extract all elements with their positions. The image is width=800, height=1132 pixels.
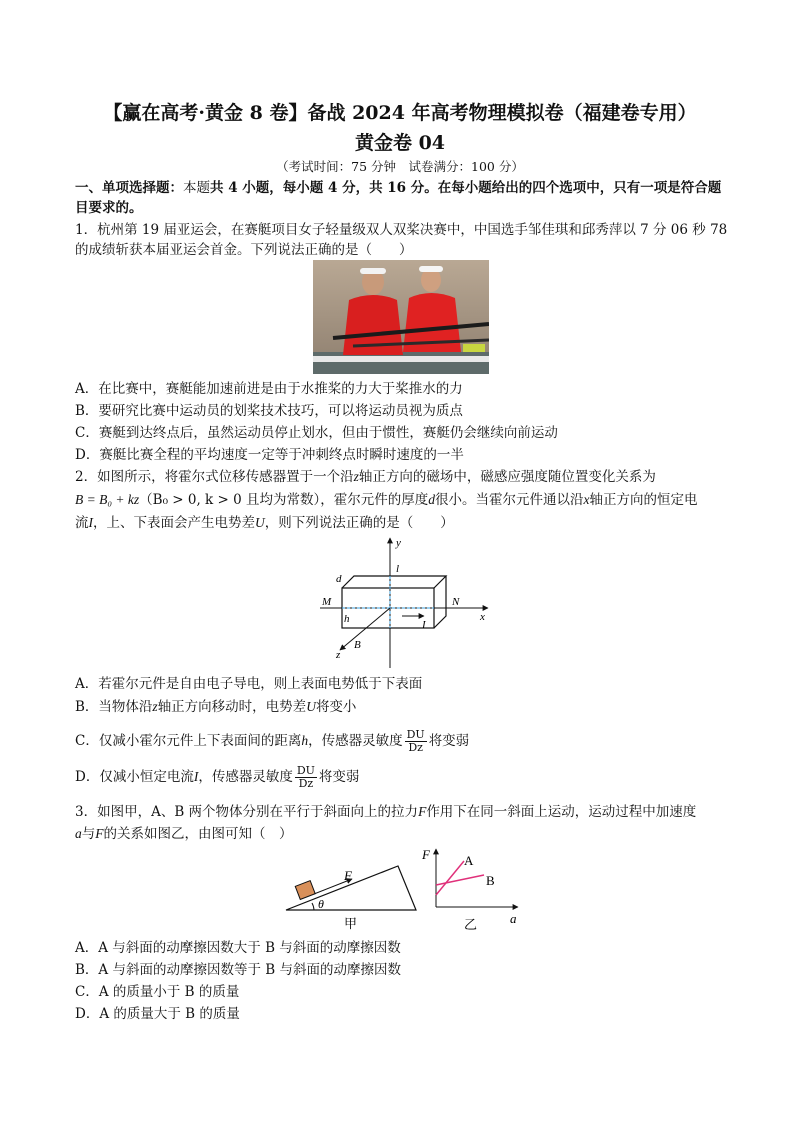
q3-stem-1: 3．如图甲，A、B 两个物体分别在平行于斜面向上的拉力F作用下在同一斜面上运动，运动过程中加速度: [75, 804, 697, 820]
q2-stem-3: 流I，上、下表面会产生电势差U，则下列说法正确的是（ ）: [75, 515, 454, 531]
q2-option-a: A．若霍尔元件是自由电子导电，则上表面电势低于下表面: [75, 676, 423, 692]
q1-option-d: D．赛艇比赛全程的平均速度一定等于冲刺终点时瞬时速度的一半: [75, 447, 464, 463]
label-a-axis: a: [510, 911, 517, 926]
label-line-b: B: [486, 873, 495, 888]
label-h: h: [344, 613, 350, 625]
q2-stem-1: 2．如图所示，将霍尔式位移传感器置于一个沿z轴正方向的磁场中，磁感应强度随位置变化关系为: [75, 469, 656, 485]
q1-option-a: A．在比赛中，赛艇能加速前进是由于水推桨的力大于桨推水的力: [75, 381, 463, 397]
section-heading: 一、单项选择题：本题共 4 小题，每小题 4 分，共 16 分。在每小题给出的四个选项中，只有一项是符合题: [75, 180, 722, 196]
exam-title: 【赢在高考·黄金 8 卷】备战 2024 年高考物理模拟卷（福建卷专用）: [103, 102, 697, 124]
label-force: F: [344, 868, 352, 883]
force-acceleration-graph: [422, 845, 522, 933]
sensitivity-fraction: $\frac{DU}{Dz}$: [296, 764, 315, 790]
label-m: M: [322, 596, 332, 608]
label-y: y: [396, 537, 401, 549]
q3-option-d: D．A 的质量大于 B 的质量: [75, 1006, 240, 1022]
q1-stem-1: 1．杭州第 19 届亚运会，在赛艇项目女子轻量级双人双桨决赛中，中国选手邹佳琪和邱秀萍以 7 分 06 秒 78: [75, 222, 728, 238]
hall-element-diagram: [310, 534, 500, 670]
label-f-axis: F: [422, 847, 430, 862]
q2-option-c: C．仅减小霍尔元件上下表面间的距离h，传感器灵敏度 $\frac{DU}{Dz}$ 将变弱: [75, 728, 470, 754]
q2-option-b: B．当物体沿z轴正方向移动时，电势差U将变小: [75, 699, 357, 715]
q1-option-b: B．要研究比赛中运动员的划桨技术技巧，可以将运动员视为质点: [75, 403, 463, 419]
q3-stem-2: a与F的关系如图乙，由图可知（ ）: [75, 826, 293, 842]
q2-option-d: D．仅减小恒定电流I，传感器灵敏度 $\frac{DU}{Dz}$ 将变弱: [75, 764, 360, 790]
label-line-a: A: [464, 853, 474, 868]
q2-stem-2: B = B₀ + kz（B₀ > 0, k > 0 且均为常数），霍尔元件的厚度d很小。当霍尔元件通以沿x轴正方向的恒定电: [75, 492, 698, 508]
q3-option-a: A．A 与斜面的动摩擦因数大于 B 与斜面的动摩擦因数: [75, 940, 401, 956]
formula: B = B₀ + kz: [75, 492, 140, 507]
label-d: d: [336, 573, 342, 585]
label-jia: 甲: [344, 916, 358, 931]
label-yi: 乙: [464, 917, 478, 932]
label-n: N: [452, 596, 460, 608]
label-theta: θ: [318, 897, 324, 911]
incline-diagram: [280, 858, 426, 932]
q3-option-c: C．A 的质量小于 B 的质量: [75, 984, 240, 1000]
rowing-photo: [313, 260, 489, 374]
exam-info: （考试时间：75 分钟 试卷满分：100 分）: [276, 159, 524, 174]
q3-option-b: B．A 与斜面的动摩擦因数等于 B 与斜面的动摩擦因数: [75, 962, 401, 978]
label-b: B: [354, 639, 361, 651]
q1-option-c: C．赛艇到达终点后，虽然运动员停止划水，但由于惯性，赛艇仍会继续向前运动: [75, 425, 558, 441]
label-z: z: [336, 649, 341, 661]
label-i: I: [422, 619, 426, 631]
sensitivity-fraction: $\frac{DU}{Dz}$: [406, 728, 425, 754]
label-x: x: [480, 611, 485, 623]
q1-stem-2: 的成绩斩获本届亚运会首金。下列说法正确的是（ ）: [75, 242, 413, 258]
exam-subtitle: 黄金卷 04: [354, 132, 446, 154]
label-l: l: [396, 563, 400, 575]
section-heading-cont: 目要求的。: [75, 200, 143, 216]
